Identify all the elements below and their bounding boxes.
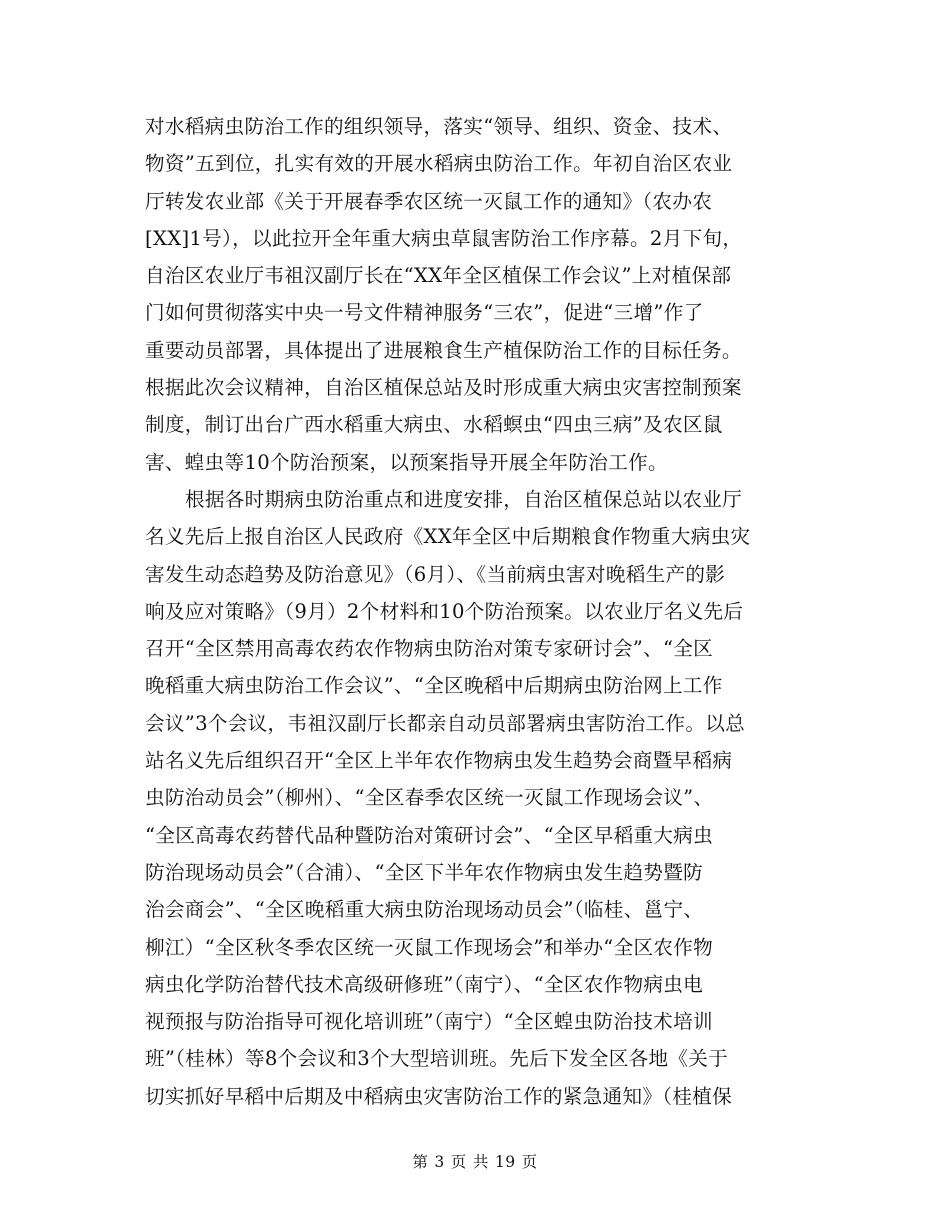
footer-suffix: 页 xyxy=(521,1153,538,1171)
text-line-first: 根据各时期病虫防治重点和进度安排，自治区植保总站以农业厅 xyxy=(185,487,743,511)
text-line: 治会商会”、“全区晚稻重大病虫防治现场动员会”（临桂、邕宁、 xyxy=(145,898,704,922)
text-line: 站名义先后组织召开“全区上半年农作物病虫发生趋势会商暨早稻病 xyxy=(145,749,733,773)
body-text xyxy=(145,108,805,1115)
total-pages-number: 19 xyxy=(494,1153,516,1171)
footer-page-unit: 页 xyxy=(450,1153,467,1171)
text-line: 晚稻重大病虫防治工作会议”、“全区晚稻中后期病虫防治网上工作 xyxy=(145,674,723,698)
footer-prefix: 第 xyxy=(412,1153,429,1171)
text-line: 防治现场动员会”（合浦）、“全区下半年农作物病虫发生趋势暨防 xyxy=(145,860,704,884)
text-line: 虫防治动员会”（柳州）、“全区春季农区统一灭鼠工作现场会议”、 xyxy=(145,786,714,810)
text-line: 切实抓好早稻中后期及中稻病虫灾害防治工作的紧急通知》（桂植保 xyxy=(145,1084,733,1108)
text-line: 害发生动态趋势及防治意见》（6月）、《当前病虫害对晚稻生产的影 xyxy=(145,562,726,586)
text-line: “全区高毒农药替代品种暨防治对策研讨会”、“全区早稻重大病虫 xyxy=(145,823,714,847)
text-line: 物资”五到位，扎实有效的开展水稻病虫防治工作。年初自治区农业 xyxy=(145,152,733,176)
text-line: 门如何贯彻落实中央一号文件精神服务“三农”，促进“三增”作了 xyxy=(145,301,704,325)
text-line: 害、蝗虫等10个防治预案，以预案指导开展全年防治工作。 xyxy=(145,450,668,474)
text-line: 柳江）“全区秋冬季农区统一灭鼠工作现场会”和举办“全区农作物 xyxy=(145,935,714,959)
text-line: 重要动员部署，具体提出了进展粮食生产植保防治工作的目标任务。 xyxy=(145,338,742,362)
text-line: 厅转发农业部《关于开展春季农区统一灭鼠工作的通知》（农办农 xyxy=(145,189,713,213)
page-footer xyxy=(0,1152,950,1172)
text-line: 召开“全区禁用高毒农药农作物病虫防治对策专家研讨会”、“全区 xyxy=(145,637,714,661)
text-line: 根据此次会议精神，自治区植保总站及时形成重大病虫灾害控制预案 xyxy=(145,376,742,400)
text-line: 自治区农业厅韦祖汉副厅长在“XX年全区植保工作会议”上对植保部 xyxy=(145,264,732,288)
text-line: 视预报与防治指导可视化培训班”（南宁）“全区蝗虫防治技术培训 xyxy=(145,1010,713,1034)
current-page-number: 3 xyxy=(434,1153,445,1171)
paragraph-1 xyxy=(145,108,805,481)
text-line: 会议”3个会议，韦祖汉副厅长都亲自动员部署病虫害防治工作。以总 xyxy=(145,711,746,735)
text-line: 响及应对策略》（9月）2个材料和10个防治预案。以农业厅名义先后 xyxy=(145,599,744,623)
text-line: 班”（桂林）等8个会议和3个大型培训班。先后下发全区各地《关于 xyxy=(145,1047,729,1071)
text-line: 名义先后上报自治区人民政府《XX年全区中后期粮食作物重大病虫灾 xyxy=(145,525,751,549)
paragraph-2 xyxy=(145,481,805,1115)
text-line: 制度，制订出台广西水稻重大病虫、水稻螟虫“四虫三病”及农区鼠 xyxy=(145,413,723,437)
footer-total-word: 共 xyxy=(472,1153,489,1171)
text-line: 病虫化学防治替代技术高级研修班”（南宁）、“全区农作物病虫电 xyxy=(145,972,704,996)
text-line: 对水稻病虫防治工作的组织领导，落实“领导、组织、资金、技术、 xyxy=(145,115,733,138)
text-line: [XX]1号），以此拉开全年重大病虫草鼠害防治工作序幕。2月下旬， xyxy=(145,226,743,250)
